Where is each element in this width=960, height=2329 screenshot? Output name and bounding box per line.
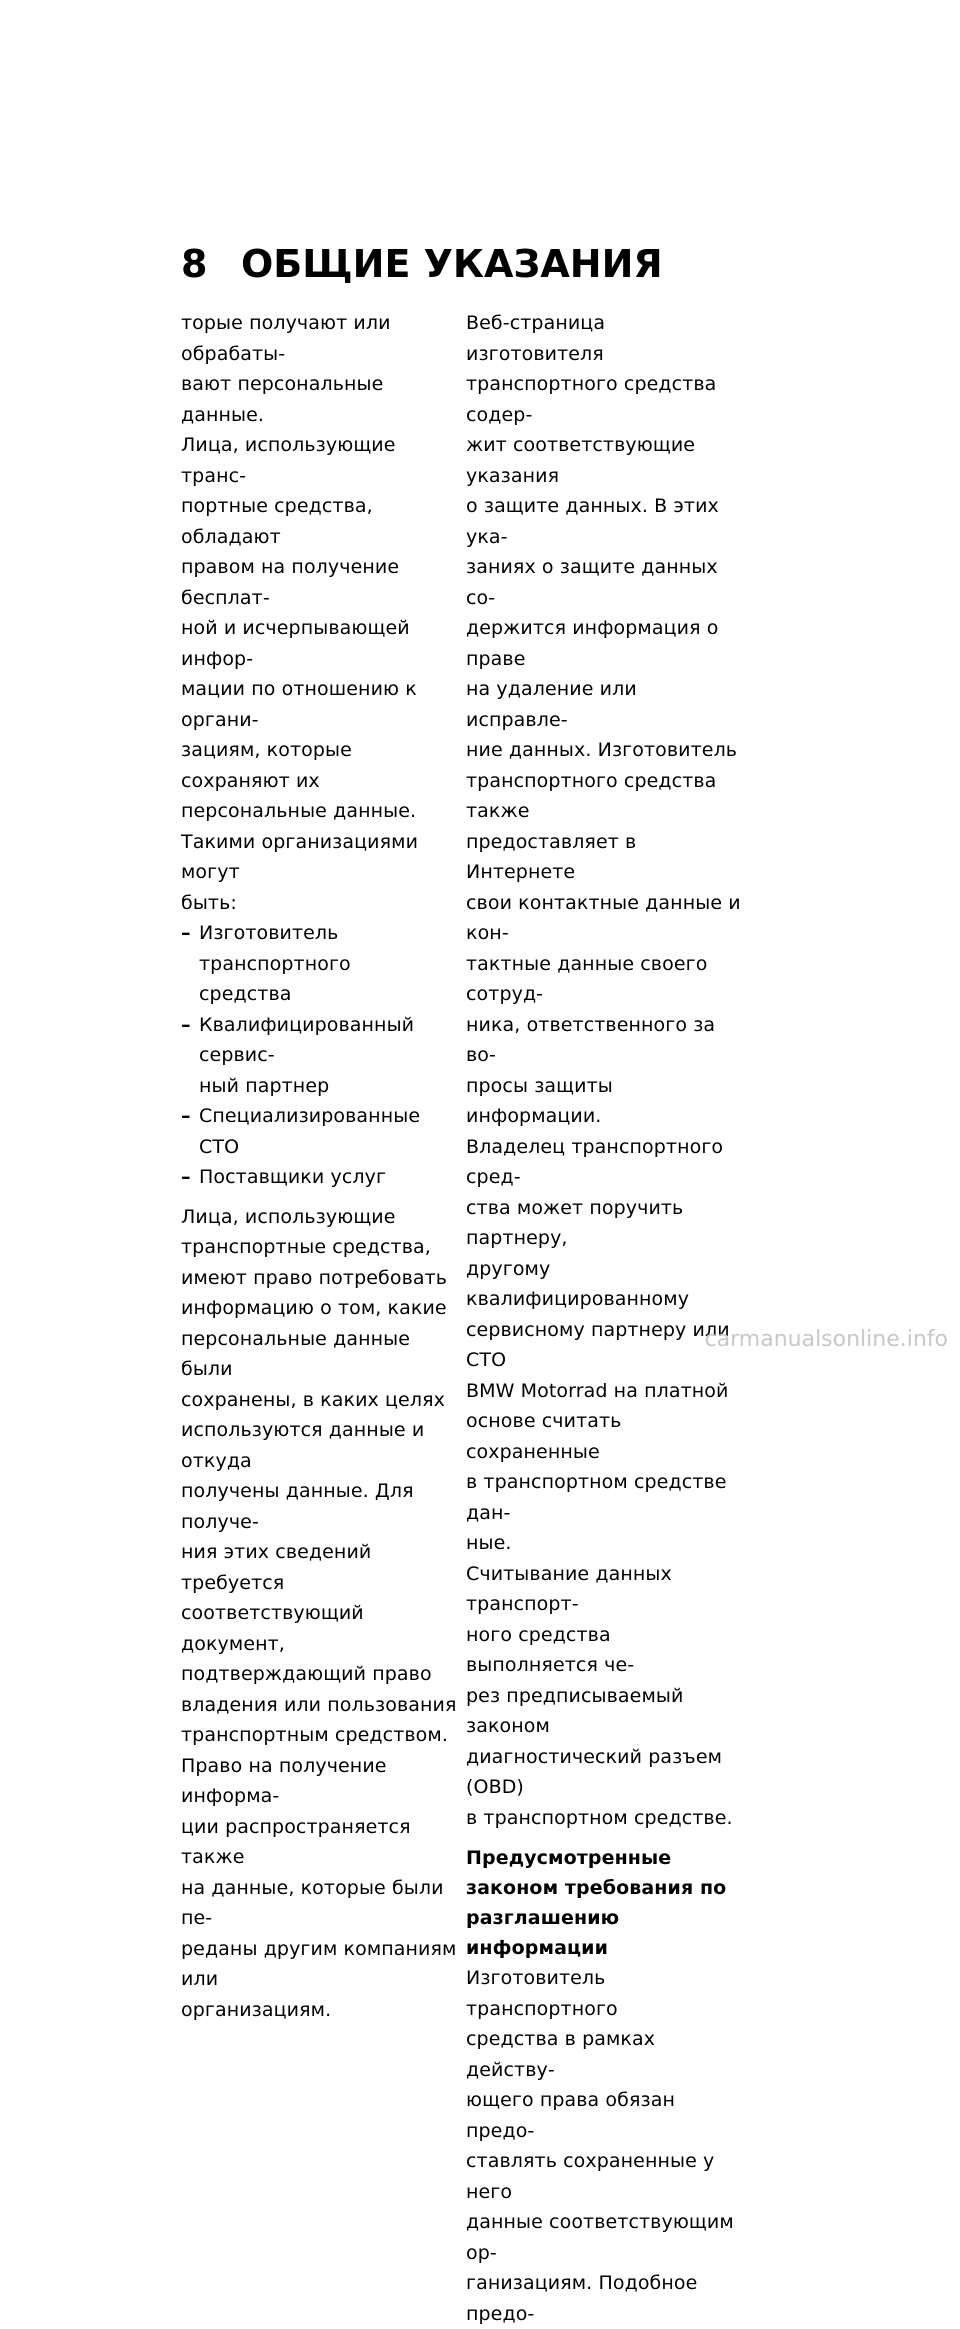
chapter-number: 8 <box>181 242 208 286</box>
list-item-text: Специализированные СТО <box>199 1105 421 1158</box>
chapter-title: ОБЩИЕ УКАЗАНИЯ <box>241 242 663 286</box>
chapter-heading <box>181 240 781 288</box>
dash-bullet: – <box>181 922 191 944</box>
list-item-text: Изготовитель транспортного средства <box>199 922 351 1005</box>
left-paragraph-1: торые получают или обрабаты- вают персональные данные. Лица, использующие транс- портные средства, обладают правом на получение бесплат- ной и исчерпывающей инфор- мации по отношению к органи- зациям, которые сохраняют их персональные данные. <box>181 312 417 822</box>
list-item <box>181 1101 457 1162</box>
list-item <box>181 1162 457 1193</box>
right-paragraph-3: Считывание данных транспорт- ного средства выполняется че- рез предписываемый законом диагностический разъем (OBD) в транспортном средстве. <box>466 1562 733 1829</box>
right-paragraph-2: Владелец транспортного сред- ства может поручить партнеру, другому квалифицированному сервисному партнеру или СТО BMW Motorrad на платной основе считать сохраненные в транспортном средстве дан- ные. <box>466 1135 730 1554</box>
right-paragraph-1: Веб-страница изготовителя транспортного средства содер- жит соответствующие указания о защите данных. В этих ука- заниях о защите данных со- держится информация о праве на удаление или исправле- ние данных. Изготовитель транспортного средства также предоставляет в Интернете свои контактные данные и кон- тактные данные своего сотруд- ника, ответственного за во- просы защиты информации. <box>466 312 741 1127</box>
list-item-text: Квалифицированный сервис- ный партнер <box>199 1013 415 1097</box>
left-paragraph-3: Лица, использующие транспортные средства, имеют право потребовать информацию о том, какие персональные данные были сохранены, в каких целях используются данные и откуда получены данные. Для получе- ния этих сведений требуется соответствующий документ, подтверждающий право владения или пользования транспортным средством. <box>181 1205 457 1746</box>
right-paragraph-4: Изготовитель транспортного средства в рамках действу- ющего права обязан предо- ставлять сохраненные у него данные соответствующим ор- ганизациям. Подобное предо- <box>466 1967 734 2325</box>
right-column <box>466 308 742 2329</box>
list-item <box>181 1010 457 1102</box>
left-paragraph-4: Право на получение информа- ции распространяется также на данные, которые были пе- реданы другим компаниям или организациям. <box>181 1754 457 2021</box>
left-paragraph-2: Такими организациями могут быть: <box>181 830 419 914</box>
list-item <box>181 918 457 1010</box>
organization-list <box>181 918 457 1193</box>
section-subheading: Предусмотренные законом требования по разглашению информации <box>466 1847 727 1959</box>
list-item-text: Поставщики услуг <box>199 1166 387 1188</box>
dash-bullet: – <box>181 1166 191 1188</box>
left-column <box>181 308 457 2025</box>
dash-bullet: – <box>181 1105 191 1127</box>
dash-bullet: – <box>181 1013 191 1036</box>
site-watermark: carmanualsonline.info <box>704 1327 948 1352</box>
